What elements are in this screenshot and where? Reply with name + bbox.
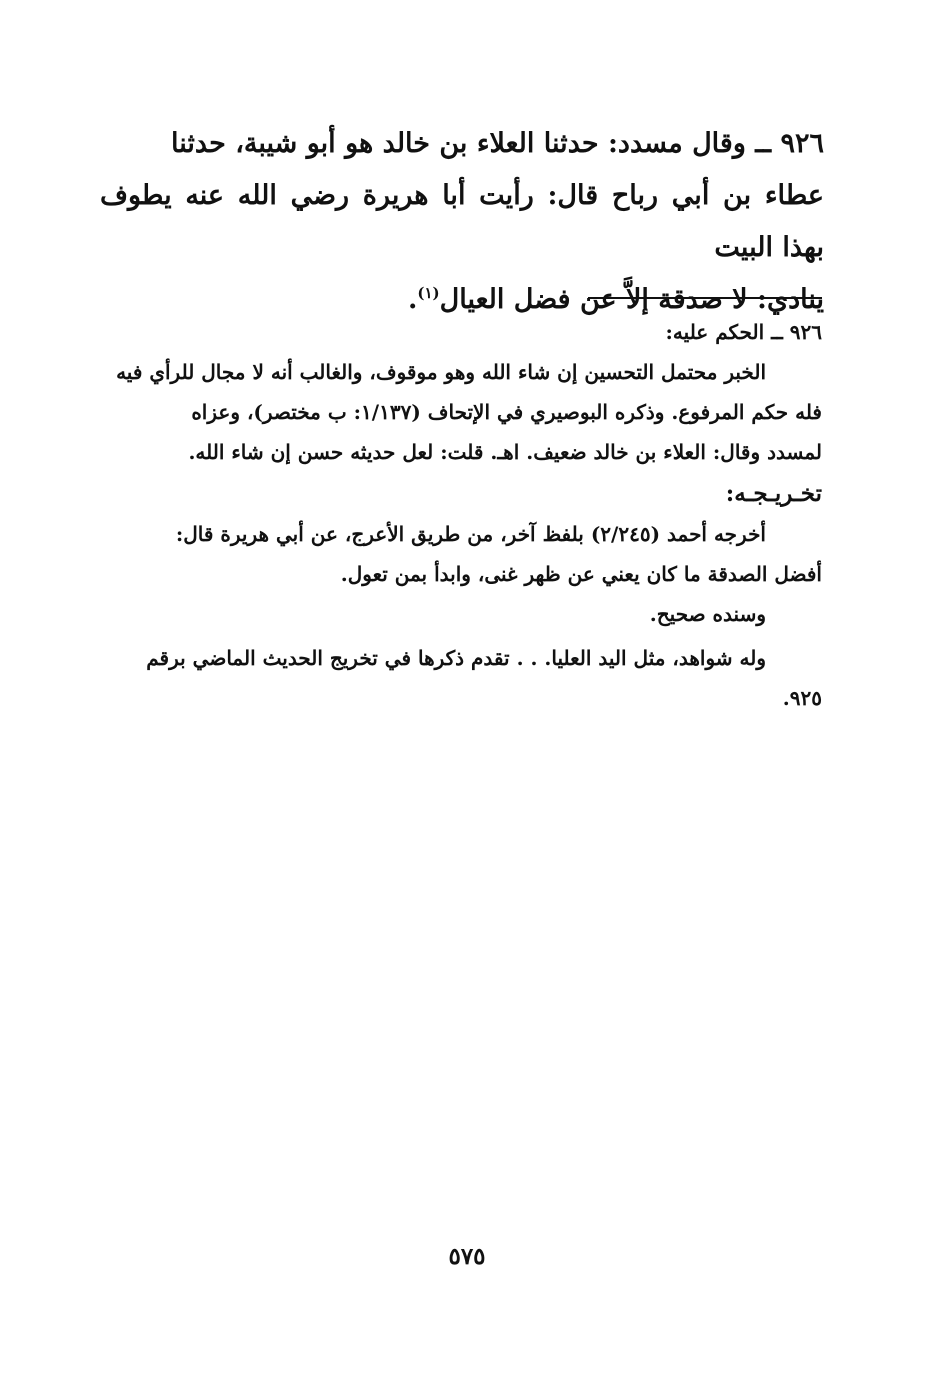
footnote-separator — [588, 297, 822, 299]
takhrij-line: ٩٢٥. — [782, 686, 822, 710]
takhrij-line: وله شواهد، مثل اليد العليا. . . تقدم ذكرها في تخريج الحديث الماضي برقم — [146, 646, 766, 670]
hadith-line: عطاء بن أبي رباح قال: رأيت أبا هريرة رضي الله عنه يطوف بهذا البيت — [100, 180, 824, 263]
page-number: ٥٧٥ — [448, 1243, 486, 1270]
hadith-text — [100, 118, 824, 326]
hadith-line-text: ينادي: لا صدقة إلاَّ عن فضل العيال — [439, 284, 824, 315]
notes-section — [100, 312, 822, 718]
takhrij-heading: تخـريـجـه: — [725, 480, 822, 507]
ruling-line: لمسدد وقال: العلاء بن خالد ضعيف. اهـ. قلت: لعل حديثه حسن إن شاء الله. — [188, 440, 822, 464]
takhrij-line: أخرجه أحمد (٢/٢٤٥) بلفظ آخر، من طريق الأعرج، عن أبي هريرة قال: — [175, 522, 766, 546]
ruling-line: الخبر محتمل التحسين إن شاء الله وهو موقوف، والغالب أنه لا مجال للرأي فيه — [116, 360, 766, 384]
hadith-line-end: . — [407, 284, 418, 315]
ruling-line: فله حكم المرفوع. وذكره البوصيري في الإتحاف (١/١٣٧: ب مختصر)، وعزاه — [191, 400, 822, 424]
takhrij-line: وسنده صحيح. — [649, 602, 766, 626]
hadith-line: ٩٢٦ ــ وقال مسدد: حدثنا العلاء بن خالد هو أبو شيبة، حدثنا — [171, 128, 824, 159]
takhrij-line: أفضل الصدقة ما كان يعني عن ظهر غنى، وابدأ بمن تعول. — [340, 562, 822, 586]
ruling-heading: ٩٢٦ ــ الحكم عليه: — [665, 320, 822, 344]
footnote-marker: (١) — [417, 284, 440, 302]
